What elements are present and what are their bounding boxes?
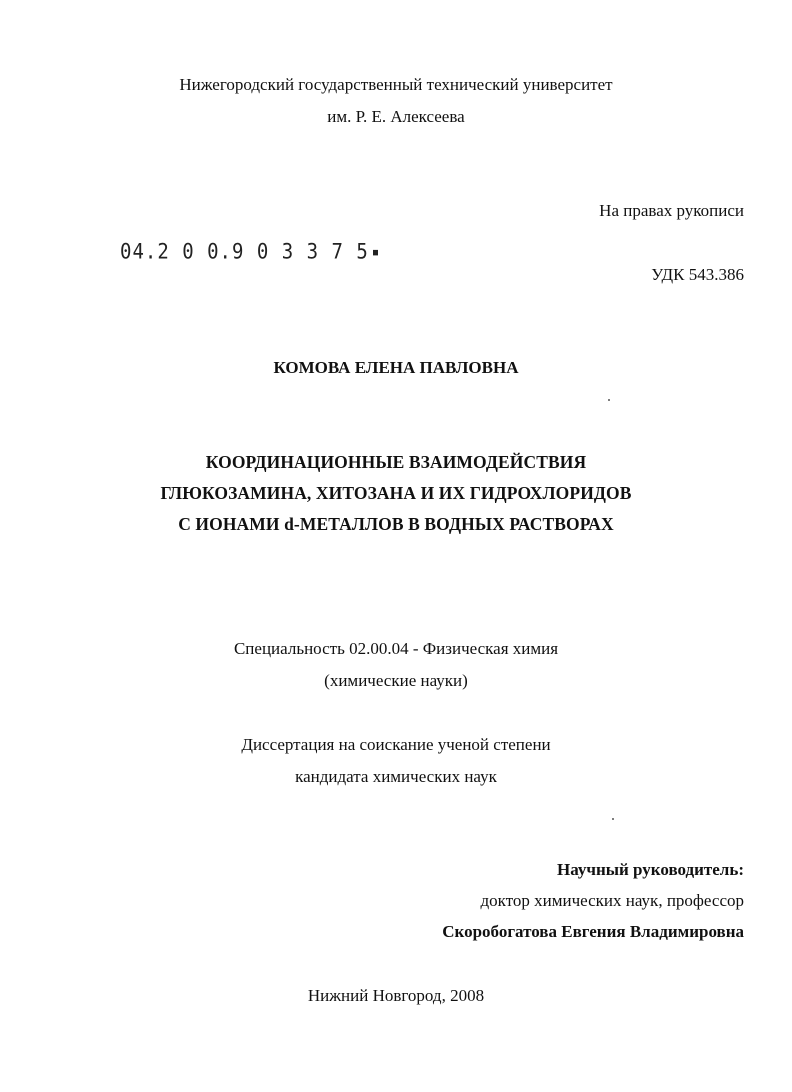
university-named-after: им. Р. Е. Алексеева (327, 107, 465, 126)
specialty-line-2: (химические науки) (324, 671, 468, 690)
title-line-2: ГЛЮКОЗАМИНА, ХИТОЗАНА И ИХ ГИДРОХЛОРИДОВ (160, 483, 632, 503)
udc-code: УДК 543.386 (651, 265, 744, 284)
city-year: Нижний Новгород, 2008 (307, 986, 485, 1005)
supervisor-rank: доктор химических наук, профессор (480, 891, 744, 910)
scan-speck (608, 399, 610, 401)
university-name: Нижегородский государственный технический университет (179, 75, 613, 94)
degree-line-2: кандидата химических наук (295, 767, 497, 786)
degree-line-1: Диссертация на соискание ученой степени (241, 735, 551, 754)
title-line-1: КООРДИНАЦИОННЫЕ ВЗАИМОДЕЙСТВИЯ (205, 452, 587, 472)
library-stamp (120, 240, 378, 264)
supervisor-label: Научный руководитель: (557, 860, 744, 879)
supervisor-name: Скоробогатова Евгения Владимировна (442, 922, 744, 941)
stamp-mark-icon (373, 250, 378, 256)
scan-speck (612, 818, 614, 820)
library-stamp-number: 04.2 0 0.9 0 3 3 7 5 (120, 240, 369, 265)
rights-note: На правах рукописи (599, 201, 744, 220)
specialty-line-1: Специальность 02.00.04 - Физическая химия (233, 639, 559, 658)
title-line-3: С ИОНАМИ d-МЕТАЛЛОВ В ВОДНЫХ РАСТВОРАХ (178, 514, 614, 534)
author-name: КОМОВА ЕЛЕНА ПАВЛОВНА (273, 358, 519, 377)
